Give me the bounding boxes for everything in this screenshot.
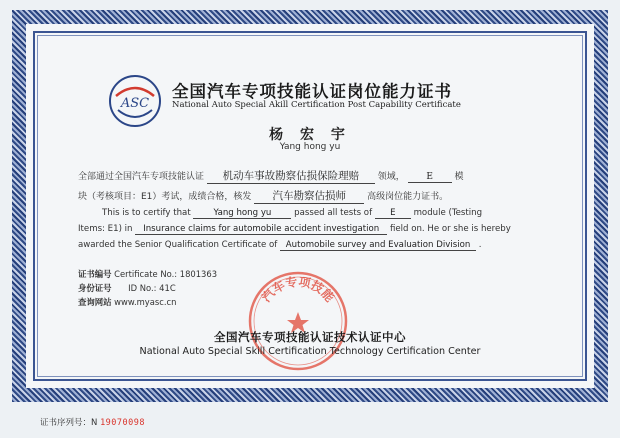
- en-text: awarded the Senior Qualification Certificate of: [78, 240, 278, 250]
- certificate-title-en: National Auto Special Akill Certification Post Capability Certificate: [172, 100, 461, 110]
- cn-paragraph-line-1: [78, 168, 464, 184]
- query-url: www.myasc.cn: [114, 297, 177, 307]
- svg-text:汽车专项技能: [258, 274, 337, 305]
- seal-text: 汽车专项技能: [259, 274, 337, 305]
- cn-text: 全部通过全国汽车专项技能认证: [78, 172, 205, 182]
- en-text: .: [478, 240, 482, 250]
- en-text: passed all tests of: [294, 208, 373, 218]
- red-seal-icon: [245, 268, 351, 374]
- serial-number-row: [40, 416, 145, 428]
- holder-name-cn: 杨 宏 宇: [269, 127, 351, 143]
- holder-name-en: Yang hong yu: [279, 142, 341, 152]
- module-en: E: [375, 208, 411, 219]
- en-text: field on. He or she is hereby: [389, 224, 511, 234]
- field-name-en: Insurance claims for automobile accident investigation: [135, 224, 387, 235]
- en-text: This is to certify that: [102, 208, 191, 218]
- en-paragraph-line-3: [78, 240, 482, 251]
- issuer-name-en: National Auto Special Skill Certification Technology Certification Center: [139, 346, 481, 357]
- cert-title-en: Automobile survey and Evaluation Division: [280, 240, 476, 251]
- cert-no-label-cn: 证书编号: [78, 269, 112, 279]
- cert-title-cn: 汽车勘察估损师: [254, 188, 364, 204]
- id-number: 41C: [159, 283, 176, 293]
- cn-text: 块（考核项目：E1）考试，成绩合格，核发: [78, 192, 252, 202]
- query-site-row: [78, 296, 176, 308]
- cn-paragraph-line-2: [78, 188, 448, 204]
- cert-no-label-en: Certificate No.:: [114, 269, 178, 279]
- field-name-cn: 机动车事故勘察估损保险理赔: [207, 168, 375, 184]
- certificate-number-row: [78, 268, 217, 280]
- holder-name-fill: Yang hong yu: [193, 208, 291, 219]
- en-text: module (Testing: [413, 208, 483, 218]
- en-paragraph-line-1: [78, 208, 482, 219]
- cn-text: 模: [454, 172, 464, 182]
- issuer-name-cn: 全国汽车专项技能认证技术认证中心: [214, 330, 406, 344]
- en-paragraph-line-2: [78, 224, 511, 235]
- certificate-title-cn: 全国汽车专项技能认证岗位能力证书: [172, 82, 452, 101]
- asc-logo-icon: [108, 74, 162, 128]
- cn-text: 高级岗位能力证书。: [367, 192, 449, 202]
- query-label-cn: 查询网站: [78, 297, 112, 307]
- cn-text: 领域，: [377, 172, 405, 182]
- id-label-en: ID No.:: [128, 283, 157, 293]
- module-cn: E: [408, 172, 452, 183]
- id-number-row: [78, 282, 176, 294]
- en-text: Items: E1) in: [78, 224, 133, 234]
- certificate-number: 1801363: [179, 269, 218, 279]
- serial-label: 证书序列号：N: [40, 418, 98, 428]
- serial-number: 19070098: [100, 418, 146, 428]
- logo-text: ASC: [120, 96, 150, 111]
- id-label-cn: 身份证号: [78, 283, 112, 293]
